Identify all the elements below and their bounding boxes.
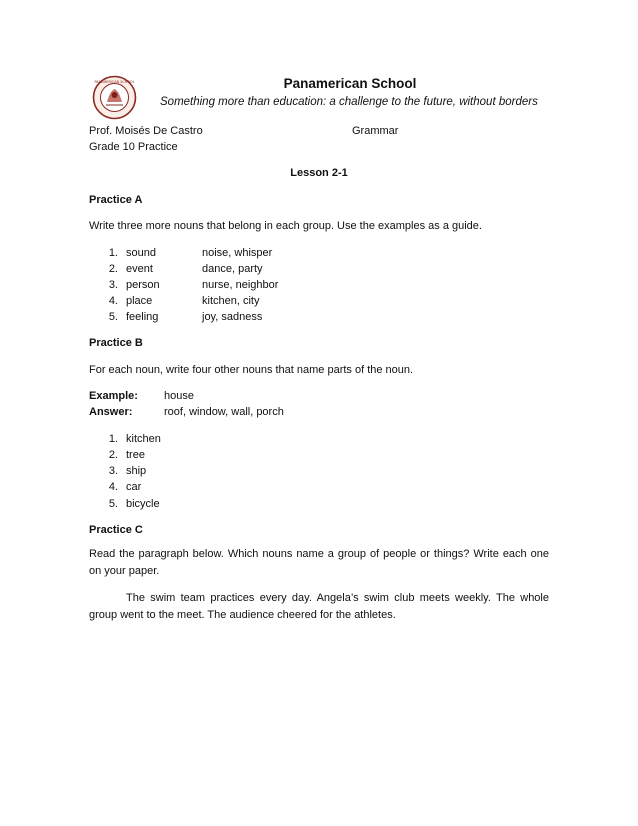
grade-label: Grade 10 Practice <box>89 141 178 153</box>
subject-name: Grammar <box>352 125 399 137</box>
practice-b-heading: Practice B <box>89 337 143 349</box>
example-label: Example: <box>89 390 138 402</box>
practice-c-heading: Practice C <box>89 524 143 536</box>
example-value: house <box>164 390 194 402</box>
answer-value: roof, window, wall, porch <box>164 406 284 418</box>
school-name: Panamerican School <box>283 76 417 91</box>
practice-c-paragraph: The swim team practices every day. Angela’s swim club meets weekly. The whole group went to the meet. The audience cheered for the athletes. <box>89 592 549 621</box>
practice-c-instruction: Read the paragraph below. Which nouns name a group of people or things? Write each one on your paper. <box>89 548 549 577</box>
teacher-name: Prof. Moisés De Castro <box>89 125 203 137</box>
lesson-title: Lesson 2-1 <box>290 167 348 179</box>
svg-text:PANAMERICAN SCHOOL: PANAMERICAN SCHOOL <box>94 80 135 84</box>
school-slogan: Something more than education: a challenge to the future, without borders <box>160 96 538 108</box>
practice-a-instruction: Write three more nouns that belong in each group. Use the examples as a guide. <box>89 220 482 232</box>
practice-b-instruction: For each noun, write four other nouns that name parts of the noun. <box>89 364 414 376</box>
practice-a-heading: Practice A <box>89 194 143 206</box>
answer-label: Answer: <box>89 406 133 418</box>
document-page: PANAMERICAN SCHOOL Panamerican School Something more than education: a challenge to the future, without borders Prof. Moisés De Castro Grammar Grade 10 Practice Lesson 2-1 Practice A Write three more nouns that belong in each group. Use the examples as a guide. 1. sound noise, whisper 2. event dance, party 3. person nurse, neighbor 4. place kitchen, city 5. feeling joy, sadness Practice B For each noun, write four other nouns that name parts of the noun. Example: house Answer: roof, window, wall, porch 1. kitchen 2. tree 3. ship 4. car 5. bicycle Practice C Read the paragraph below. Which nouns name a group of people or things? Write each one on your paper. The swim team practices every day. Angela’s swim club meets weekly. The whole group went to the meet. The audience cheered for the athletes. <box>0 0 638 826</box>
